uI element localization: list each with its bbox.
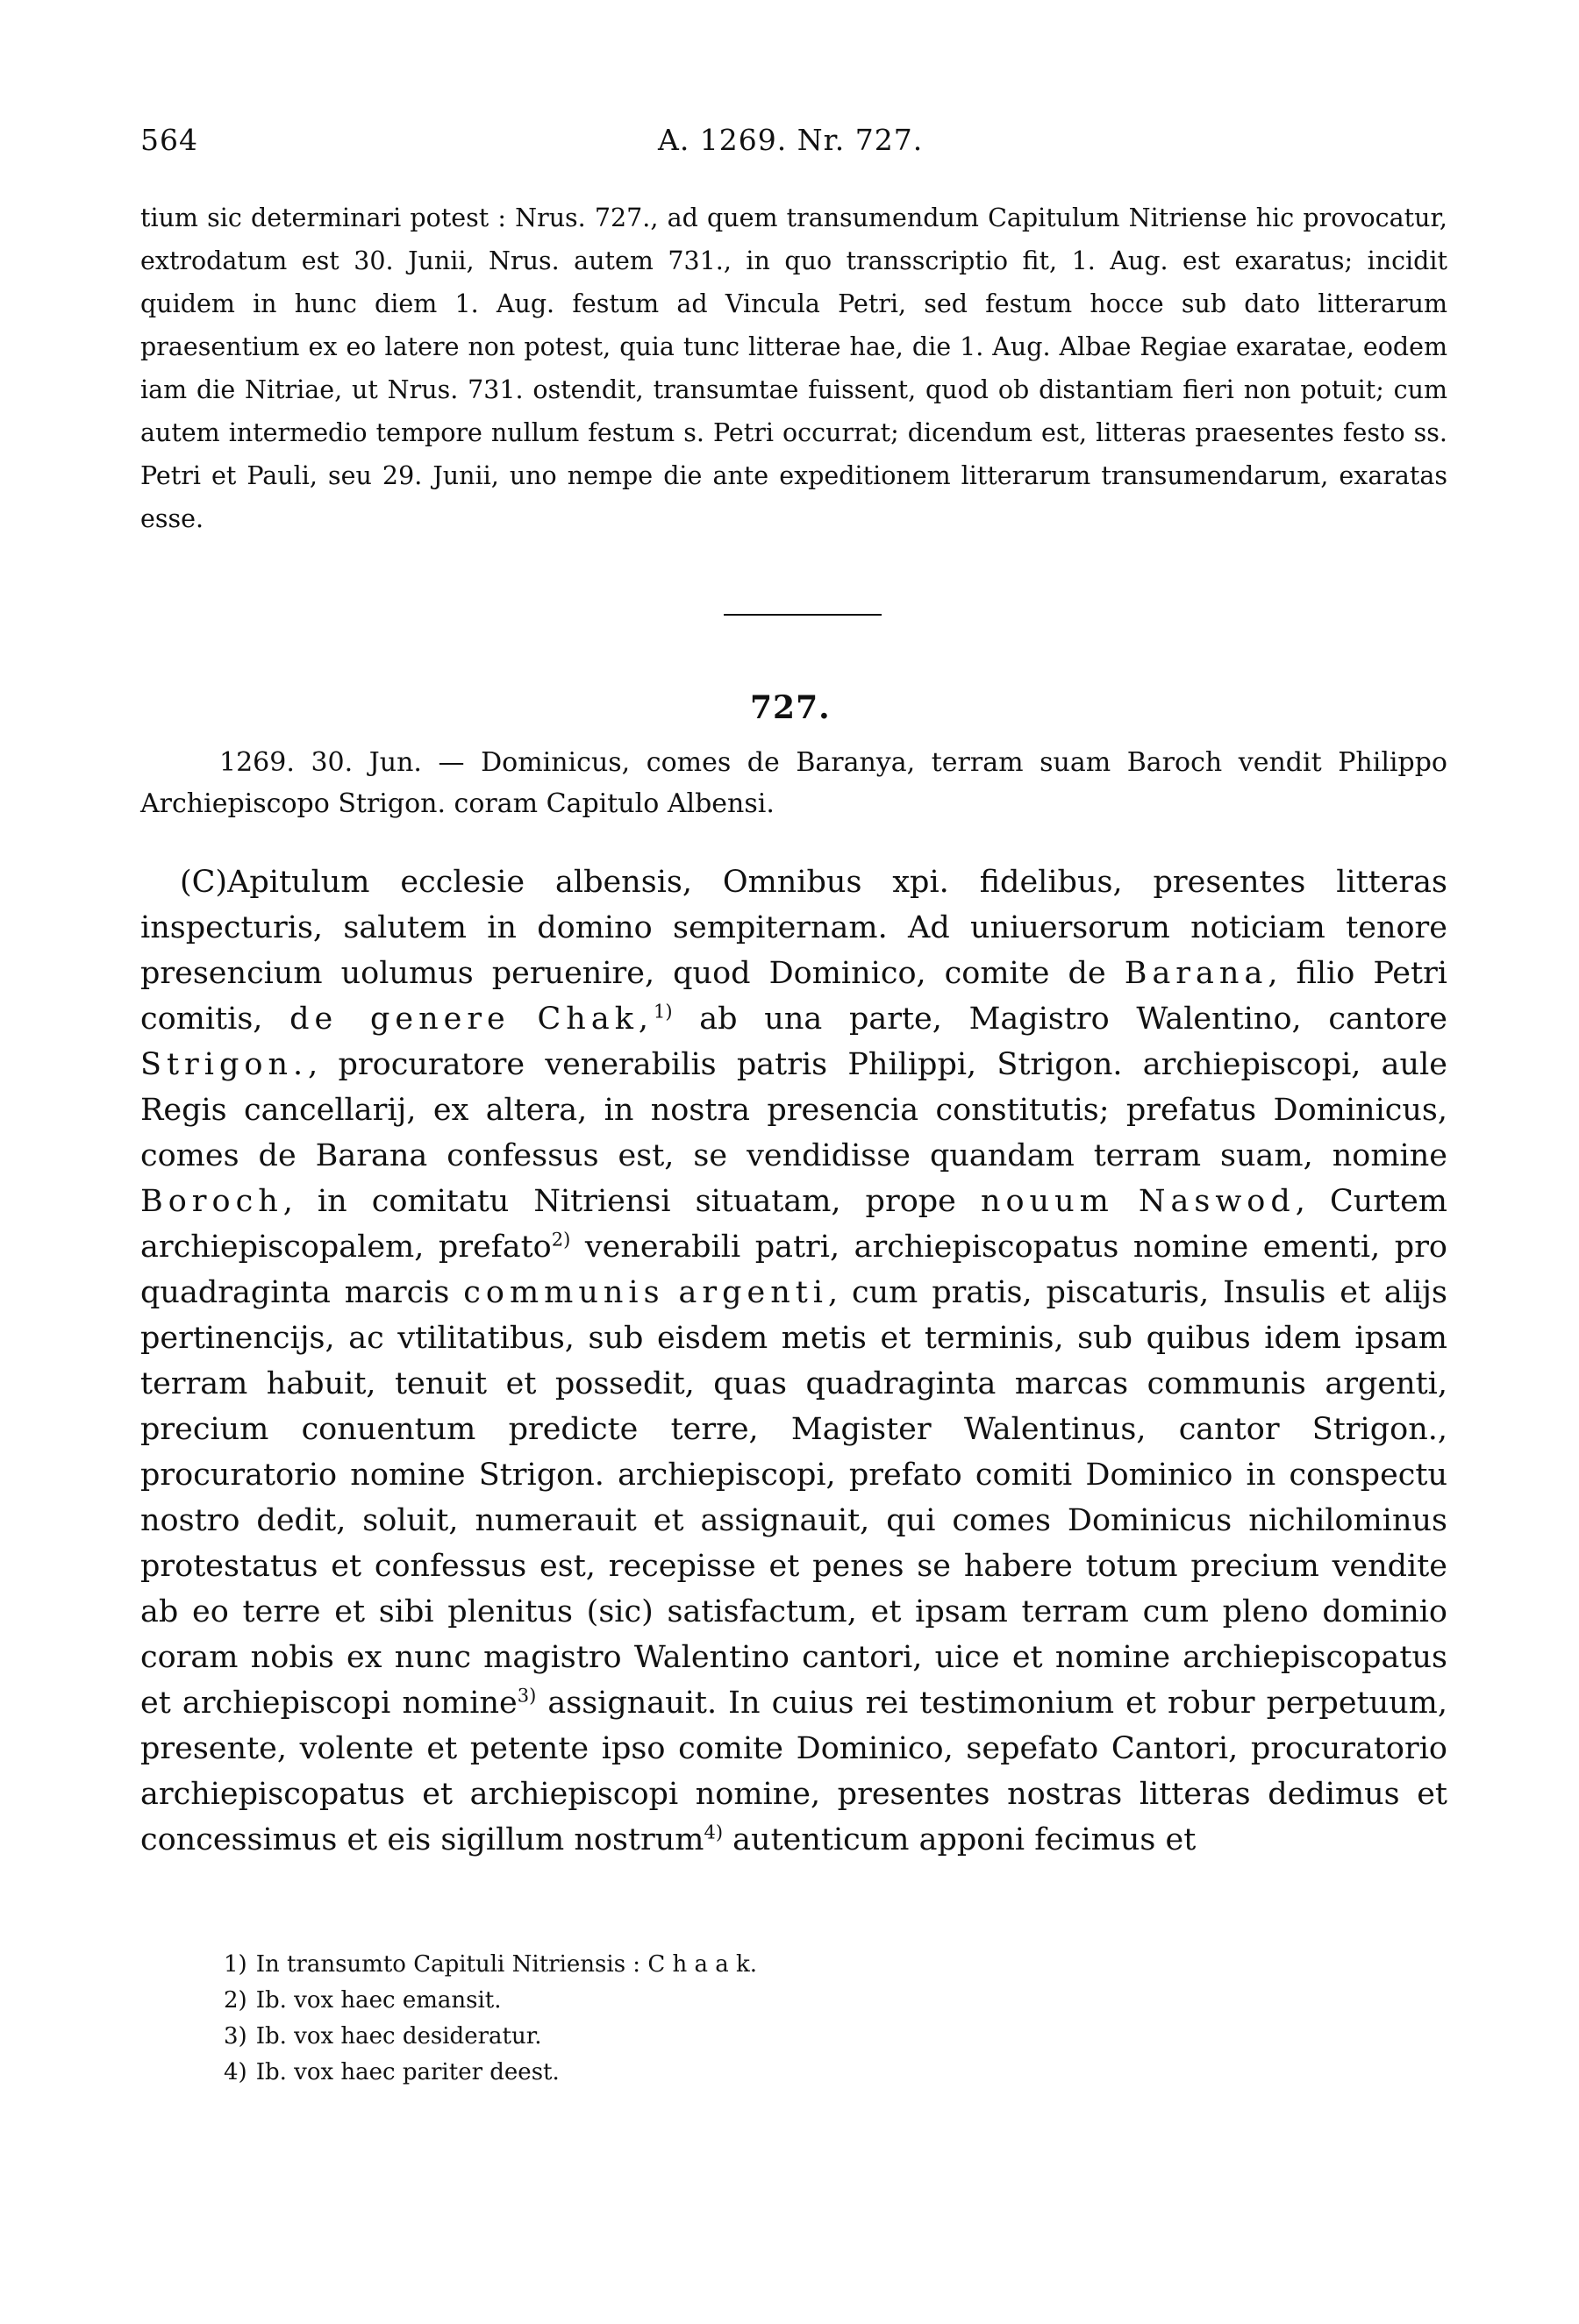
footnote-ref-2[interactable]: 2) xyxy=(551,1229,571,1251)
footnote-mark: 1) xyxy=(224,1951,247,1978)
charter-text-segment: venerabili patri, archiepiscopatus nomine ementi, pro quadraginta marcis xyxy=(140,1230,1447,1310)
spaced-nouum: nouum xyxy=(980,1184,1114,1219)
charter-text-segment: autenticum apponi fecimus et xyxy=(723,1822,1197,1857)
footnote-item xyxy=(224,2055,1447,2091)
charter-text-segment xyxy=(1114,1184,1139,1219)
footnote-item xyxy=(224,1947,1447,1983)
spaced-communis: communis xyxy=(463,1275,665,1310)
charter-text-segment: , Curtem archiepiscopalem, prefato xyxy=(140,1184,1447,1265)
charter-text-segment: , cum pratis, piscaturis, Insulis et alijs pertinencijs, ac vtilitatibus, sub eisdem metis et terminis, sub quibus idem ipsam terram habuit, tenuit et possedit, quas quadraginta marcas communis argenti, precium conuentum predicte terre, Magister Walentinus, cantor Strigon., procuratorio nomine Strigon. archiepiscopi, prefato comiti Dominico in conspectu nostro dedit, soluit, numerauit et assignauit, qui comes Dominicus nichilominus protestatus et confessus est, recepisse et penes se habere totum precium vendite ab eo terre et sibi plenitus (sic) satisfactum, et ipsam terram cum pleno dominio coram nobis ex nunc magistro Walentino cantori, uice et nomine archiepiscopatus et archiepiscopi nomine xyxy=(140,1275,1447,1721)
spaced-name-chak: Chak, xyxy=(537,1002,654,1037)
footnote-item xyxy=(224,1983,1447,2019)
charter-text-segment: , procuratore venerabilis patris Philippi, Strigon. archiepiscopi, aule Regis cancellarij, ex altera, in nostra presencia constitutis; prefatus Dominicus, comes de Barana confessus est, se vendidisse quandam terram suam, nomine xyxy=(140,1047,1447,1173)
charter-text-segment: , in comitatu Nitriensi situatam, prope xyxy=(282,1184,981,1219)
footnote-text: Ib. vox haec pariter deest. xyxy=(255,2059,560,2085)
regest-text: 1269. 30. Jun. — Dominicus, comes de Baranya, terram suam Baroch vendit Philippo Archiepiscopo Strigon. coram Capitulo Albensi. xyxy=(140,747,1447,819)
footnote-ref-1[interactable]: 1) xyxy=(654,1001,673,1023)
intro-paragraph xyxy=(140,196,1447,540)
page-header xyxy=(140,114,1447,167)
footnote-ref-4[interactable]: 4) xyxy=(704,1821,724,1843)
footnote-text: Ib. vox haec desideratur. xyxy=(255,2023,542,2050)
section-divider xyxy=(724,614,882,616)
charter-text-segment: , filio Petri comitis, xyxy=(140,956,1447,1037)
footnote-item xyxy=(224,2019,1447,2055)
running-head: A. 1269. Nr. 727. xyxy=(658,123,924,157)
footnote-mark: 4) xyxy=(224,2059,247,2085)
spaced-de-genere: de genere xyxy=(289,1002,511,1037)
charter-text-segment: (C)Apitulum ecclesie albensis, Omnibus xpi. fidelibus, presentes litteras inspecturis, salutem in domino sempiternam. Ad uniuersorum noticiam tenore presencium uolumus peruenire, quod Dominico, comite de xyxy=(140,865,1447,991)
spaced-name-boroch: Boroch xyxy=(140,1184,283,1219)
charter-text-segment: assignauit. In cuius rei testimonium et robur perpetuum, presente, volente et petente ipso comite Dominico, sepefato Cantori, procuratorio archiepiscopatus et archiepiscopi nomine, presentes nostras litteras dedimus et concessimus et eis sigillum nostrum xyxy=(140,1686,1447,1857)
document-page xyxy=(140,114,1447,2091)
footnote-ref-3[interactable]: 3) xyxy=(517,1685,537,1707)
charter-text-segment: ab una parte, Magistro Walentino, cantore xyxy=(672,1002,1447,1037)
footnotes xyxy=(224,1947,1447,2091)
spaced-name-barana: Barana xyxy=(1124,956,1268,991)
footnote-text: In transumto Capituli Nitriensis : C h a a k. xyxy=(255,1951,758,1978)
page-number: 564 xyxy=(140,123,198,157)
spaced-argenti: argenti xyxy=(678,1275,828,1310)
footnote-mark: 2) xyxy=(224,1987,247,2014)
charter-paragraph xyxy=(140,859,1447,1863)
document-number: 727. xyxy=(750,689,831,726)
charter-text-segment xyxy=(665,1275,679,1310)
footnote-mark: 3) xyxy=(224,2023,247,2050)
intro-text: tium sic determinari potest : Nrus. 727., ad quem transumendum Capitulum Nitriense hic provocatur, extrodatum est 30. Junii, Nrus. autem 731., in quo transscriptio fit, 1. Aug. est exaratus; incidit quidem in hunc diem 1. Aug. festum ad Vincula Petri, sed festum hocce sub dato litterarum praesentium ex eo latere non potest, quia tunc litterae hae, die 1. Aug. Albae Regiae exaratae, eodem iam die Nitriae, ut Nrus. 731. ostendit, transumtae fuissent, quod ob distantiam fieri non potuit; cum autem intermedio tempore nullum festum s. Petri occurrat; dicendum est, litteras praesentes festo ss. Petri et Pauli, seu 29. Junii, uno nempe die ante expeditionem litterarum transumendarum, exaratas esse. xyxy=(140,203,1447,533)
regest-summary xyxy=(140,742,1447,824)
footnote-text: Ib. vox haec emansit. xyxy=(255,1987,502,2014)
charter-text xyxy=(140,859,1447,1863)
spaced-name-naswod: Naswod xyxy=(1138,1184,1296,1219)
charter-text-segment xyxy=(511,1002,538,1037)
spaced-strigon: Strigon. xyxy=(140,1047,309,1082)
